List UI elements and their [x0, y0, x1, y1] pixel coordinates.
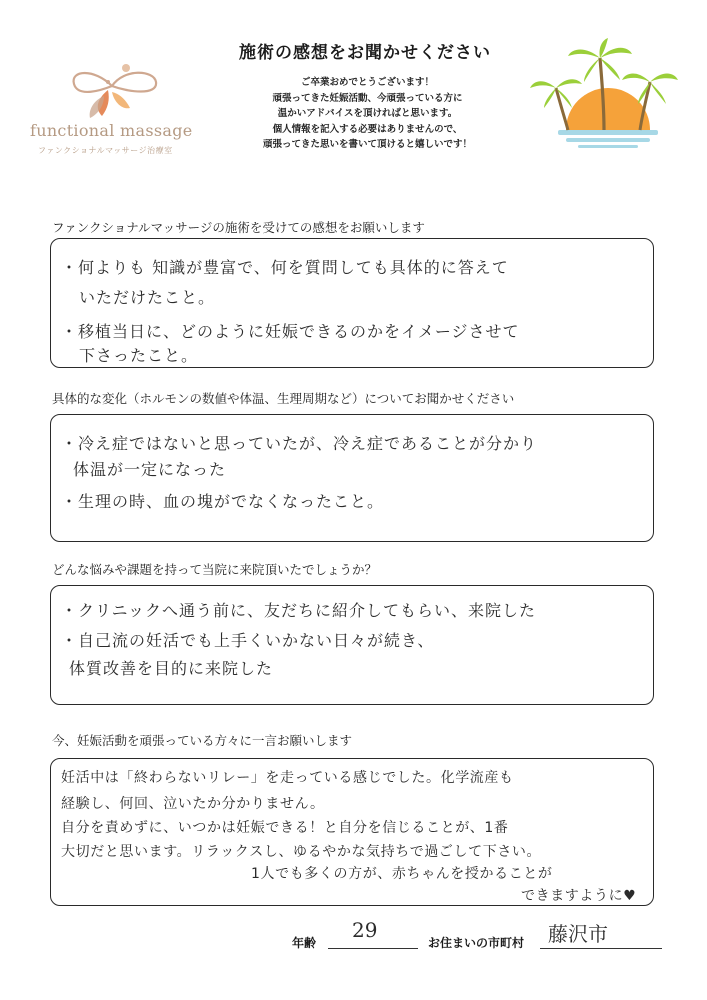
city-underline	[540, 948, 662, 949]
answer-line: ・冷え症ではないと思っていたが、冷え症であることが分かり	[61, 434, 538, 453]
intro-line: 温かいアドバイスを頂ければと思います。	[277, 108, 458, 119]
answer-line: 大切だと思います。リラックスし、ゆるやかな気持ちで過ごして下さい。	[61, 844, 542, 860]
palm-sunset-illustration	[528, 38, 680, 156]
answer-line: 妊活中は「終わらないリレー」を走っている感じでした。化学流産も	[61, 770, 514, 786]
answer-line: 1人でも多くの方が、赤ちゃんを授かることが	[251, 866, 553, 882]
logo-subtext: ファンクショナルマッサージ治療室	[38, 146, 173, 155]
intro-line: 頑張ってきた思いを書いて頂けると嬉しいです！	[262, 139, 472, 150]
intro-line: ご卒業おめでとうございます！	[300, 77, 434, 88]
age-underline	[328, 948, 418, 949]
answer-box	[50, 758, 654, 906]
answer-box	[50, 238, 654, 368]
answer-line: できますように♥	[521, 888, 637, 904]
city-value: 藤沢市	[548, 922, 608, 946]
section-question: ファンクショナルマッサージの施術を受けての感想をお願いします	[52, 220, 425, 235]
age-value: 29	[352, 918, 378, 942]
section-question: 今、妊娠活動を頑張っている方々に一言お願いします	[52, 733, 353, 748]
answer-line: 下さったこと。	[79, 346, 199, 365]
answer-line: ・クリニックへ通う前に、友だちに紹介してもらい、来院した	[61, 601, 537, 620]
section-question: 具体的な変化（ホルモンの数値や体温、生理周期など）についてお聞かせください	[52, 391, 515, 406]
answer-line: 体温が一定になった	[73, 460, 227, 479]
logo-mark-icon	[64, 60, 164, 122]
answer-line: ・移植当日に、どのように妊娠できるのかをイメージさせて	[61, 322, 520, 341]
intro-line: 個人情報を記入する必要はありませんので、	[272, 123, 463, 135]
answer-box	[50, 414, 654, 542]
answer-line: 自分を責めずに、いつかは妊娠できる！と自分を信じることが、1番	[61, 820, 509, 836]
page-title: 施術の感想をお聞かせください	[239, 43, 491, 63]
answer-line: 体質改善を目的に来院した	[69, 659, 274, 678]
intro-text	[235, 75, 500, 153]
section-question: どんな悩みや課題を持って当院に来院頂いたでしょうか？	[52, 562, 378, 577]
age-label: 年齢	[292, 936, 317, 950]
intro-line: 頑張ってきた妊娠活動、今頑張っている方に	[272, 92, 463, 104]
answer-line: いただけたこと。	[79, 288, 216, 307]
answer-box	[50, 585, 654, 705]
answer-line: ・自己流の妊活でも上手くいかない日々が続き、	[61, 631, 435, 650]
answer-line: 経験し、何回、泣いたか分かりません。	[61, 796, 325, 812]
answer-line: ・何よりも 知識が豊富で、何を質問しても具体的に答えて	[61, 258, 509, 277]
logo-text: functional massage	[30, 121, 193, 140]
answer-line: ・生理の時、血の塊がでなくなったこと。	[61, 492, 385, 511]
city-label: お住まいの市町村	[428, 936, 525, 950]
